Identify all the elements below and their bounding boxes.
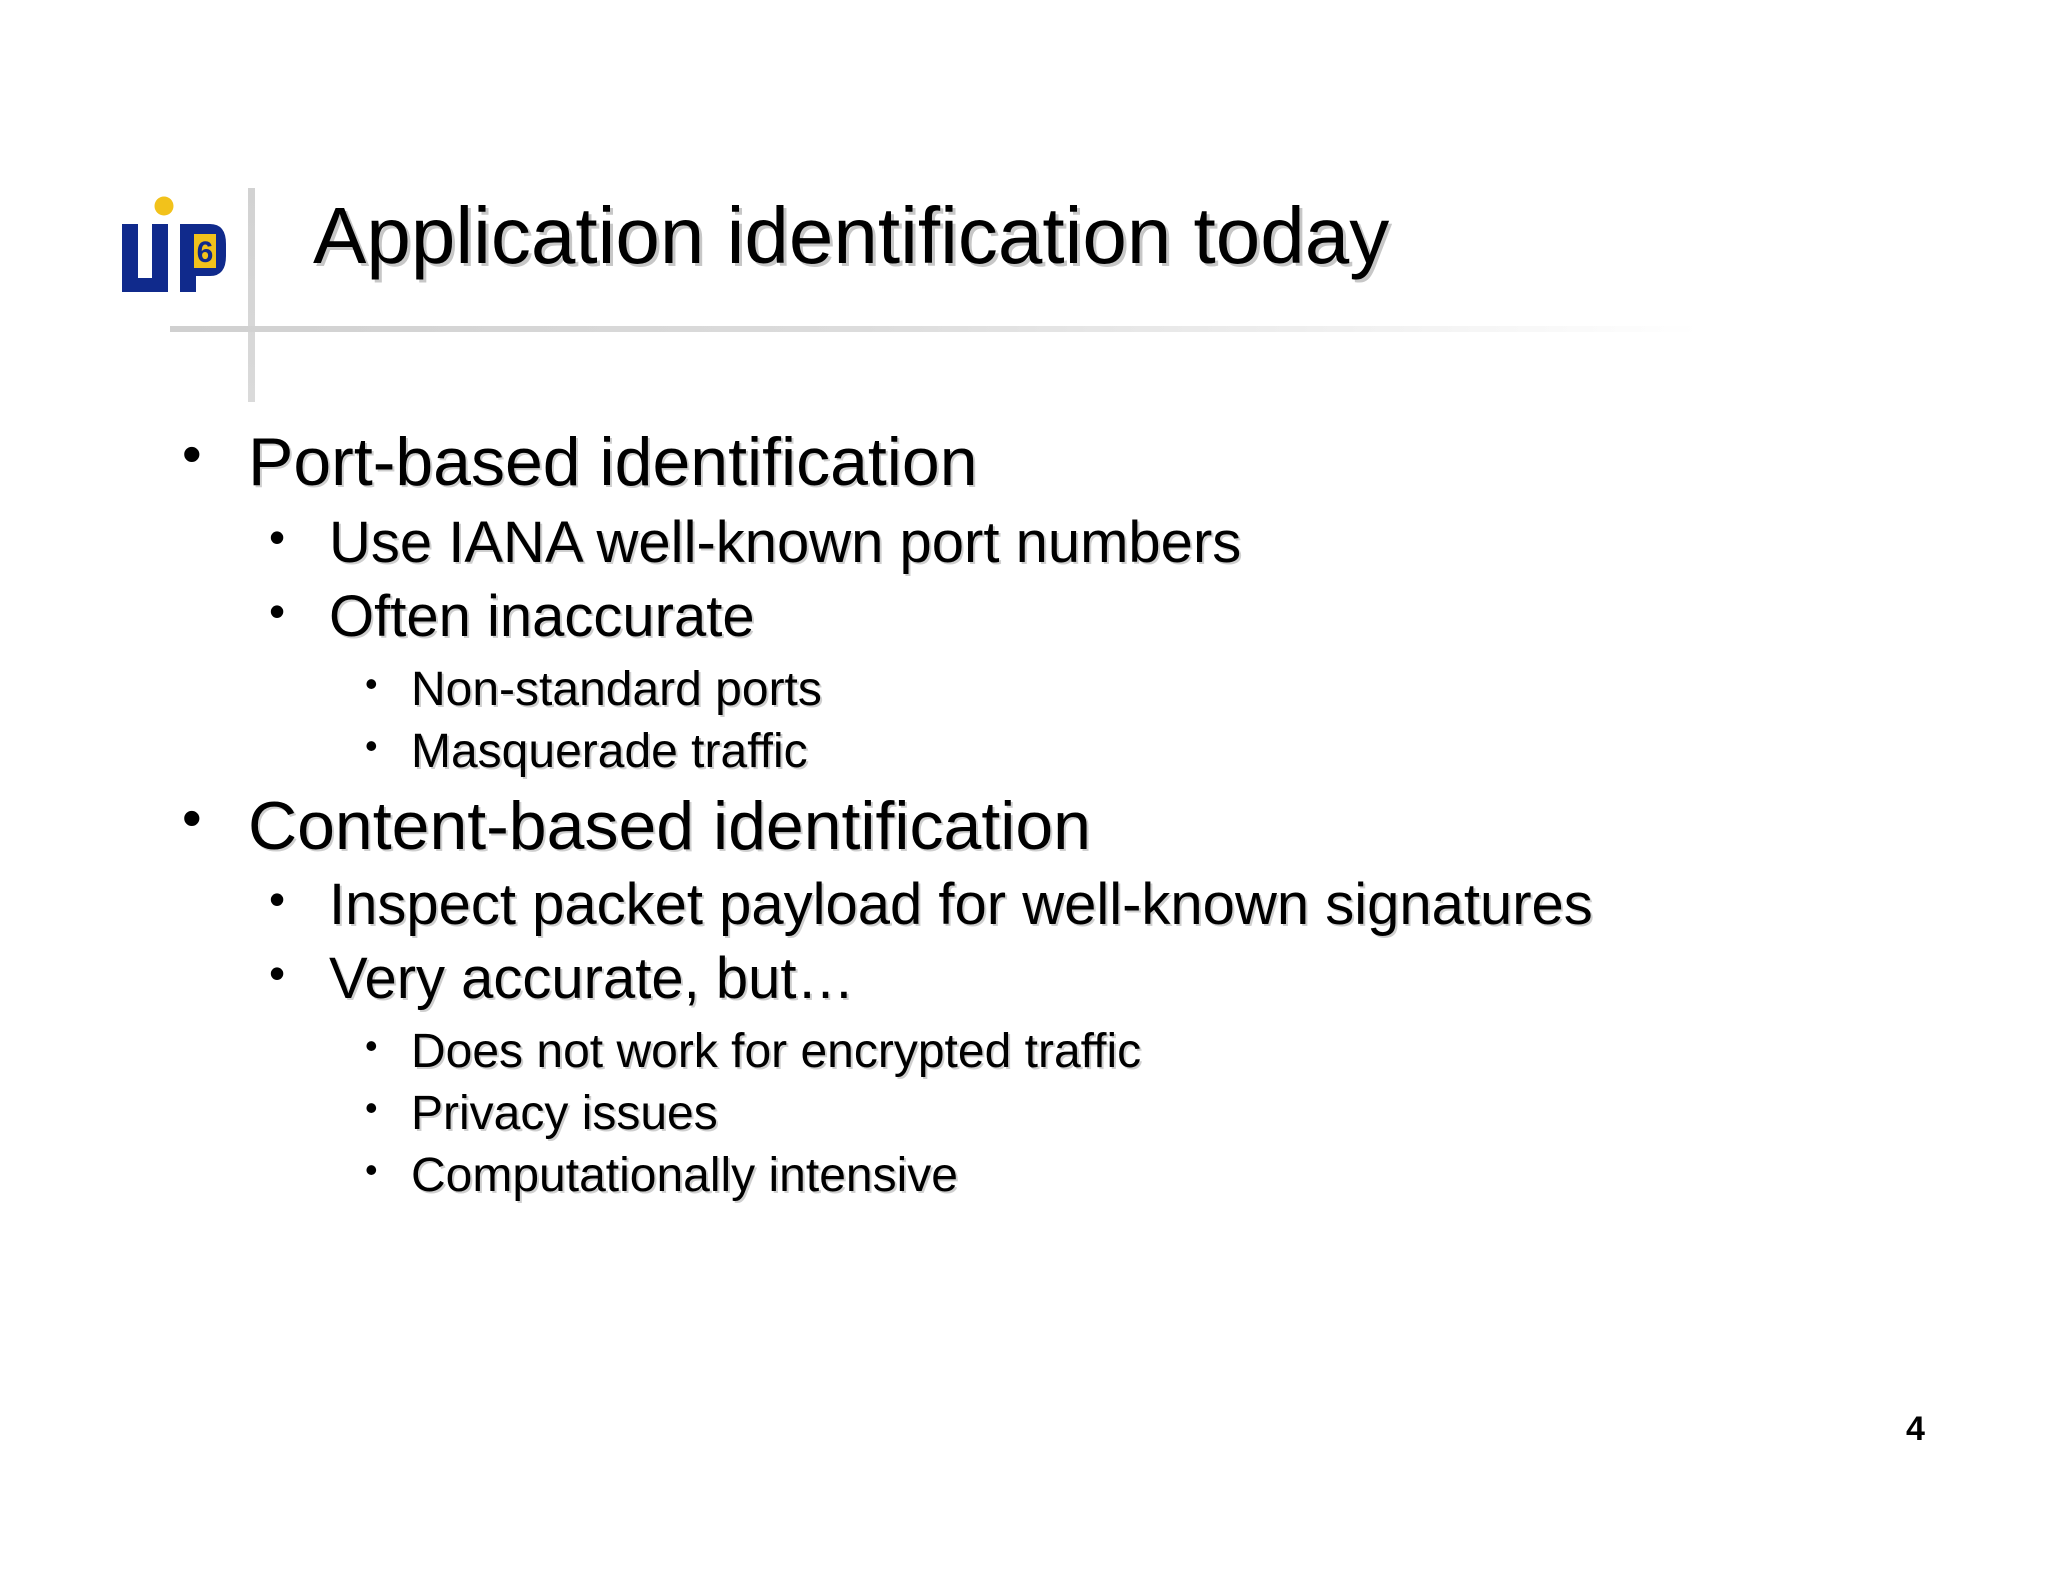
bullet-text: Computationally intensive — [411, 1149, 958, 1202]
bullet-text: Often inaccurate — [329, 584, 755, 649]
bullet-text: Content-based identification — [248, 788, 1091, 864]
horizontal-divider — [170, 326, 1700, 332]
bullet-text: Port-based identification — [248, 424, 978, 500]
svg-text:6: 6 — [196, 236, 214, 269]
bullet-dot: • — [365, 1025, 378, 1066]
bullet-text: Masquerade traffic — [411, 725, 808, 778]
bullet-dot: • — [365, 725, 378, 766]
bullet-text: Inspect packet payload for well-known signatures — [329, 872, 1593, 937]
bullet-dot: • — [365, 1087, 378, 1128]
slide-title: Application identification today — [313, 191, 1390, 280]
bullet-text: Use IANA well-known port numbers — [329, 510, 1242, 575]
bullet-dot: • — [365, 1149, 378, 1190]
bullet-text: Does not work for encrypted traffic — [411, 1025, 1142, 1078]
bullet-dot: • — [269, 585, 286, 637]
bullet-dot: • — [269, 873, 286, 925]
bullet-text: Non-standard ports — [411, 663, 822, 716]
bullet-dot: • — [182, 786, 202, 849]
bullet-dot: • — [182, 422, 202, 485]
bullet-dot: • — [269, 947, 286, 999]
bullet-dot: • — [269, 511, 286, 563]
lip6-logo — [122, 196, 228, 300]
bullet-text: Very accurate, but… — [329, 946, 855, 1011]
vertical-divider — [248, 188, 255, 402]
bullet-text: Privacy issues — [411, 1087, 718, 1140]
bullet-dot: • — [365, 663, 378, 704]
page-number: 4 — [1906, 1410, 1925, 1448]
